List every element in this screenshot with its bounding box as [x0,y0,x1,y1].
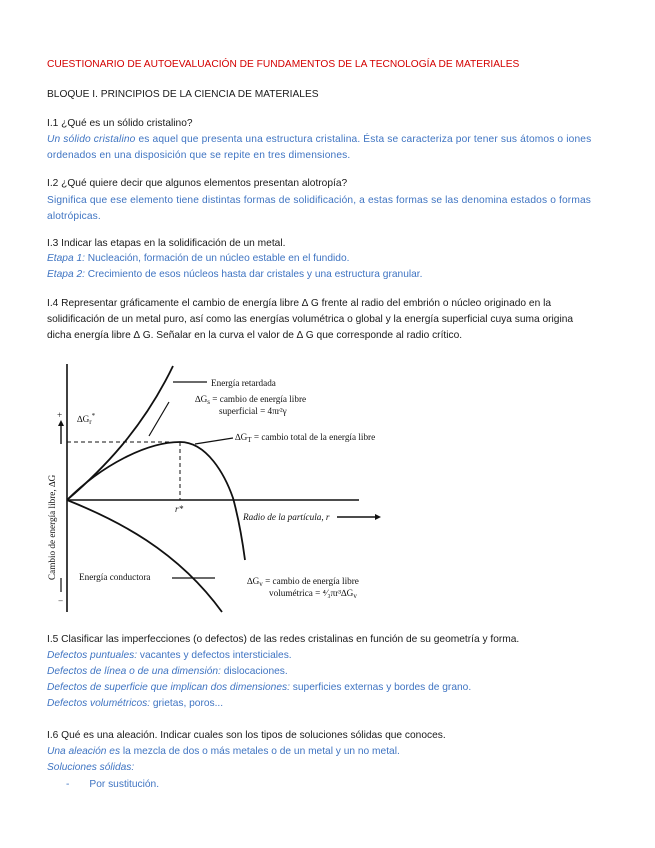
label-driving-energy: Energía conductora [79,572,151,582]
question-4-line-2: solidificación de un metal puro, así como las energías volumétrica o global y la energía superficial cuya suma origina [47,314,574,325]
question-1: I.1 ¿Qué es un sólido cristalino? [47,118,193,129]
minus-sign: − [58,596,64,606]
y-arrowhead [58,420,64,426]
block-title: BLOQUE I. PRINCIPIOS DE LA CIENCIA DE MATERIALES [47,89,319,100]
answer-2-line-1: Significa que ese elemento tiene distintas formas de solidificación, a estas formas se las denomina estados o formas [47,195,592,206]
label-total-sub: T [247,436,252,444]
defect-label: Defectos de superficie que implican dos dimensiones: [47,682,290,693]
free-energy-diagram [47,360,403,616]
y-axis-label: Cambio de energía libre, ∆G [47,474,57,580]
label-volume-energy [247,576,359,588]
question-3: I.3 Indicar las etapas en la solidificación de un metal. [47,238,286,249]
label-surface-text: = cambio de energía libre [210,394,307,404]
peak-label [77,412,96,426]
label-volume-sub: v [259,580,263,588]
defect-item [47,665,288,679]
defect-text: dislocaciones. [220,666,288,677]
free-energy-svg [47,360,403,616]
label-volume-text: = cambio de energía libre [262,576,359,586]
answer-1-text: es aquel que presenta una estructura cristalina. Ésta se caracteriza por tener sus átomos o iones [135,134,592,145]
answer-6-text: la mezcla de dos o más metales o de un metal y un no metal. [120,746,400,757]
label-total-text: = cambio total de la energía libre [251,432,376,442]
answer-6 [47,745,400,759]
leader-surface [149,402,169,436]
question-6: I.6 Qué es una aleación. Indicar cuales son los tipos de soluciones sólidas que conoces. [47,730,446,741]
question-5: I.5 Clasificar las imperfecciones (o defectos) de las redes cristalinas en función de su geometría y forma. [47,634,520,645]
defect-item [47,697,223,711]
solid-solutions-label: Soluciones sólidas: [47,762,135,773]
label-volume-formula [269,588,357,600]
label-volume-delta: ∆G [247,576,260,586]
stage-1-text: Nucleación, formación de un núcleo estable en el fundido. [84,253,350,264]
answer-1-line-1 [47,133,591,147]
label-volume-formula-sub: v [353,592,357,600]
label-total-delta: ∆G [235,432,248,442]
question-4-line-3: dicha energía libre ∆ G. Señalar en la curva el valor de ∆ G que corresponde al radio crítico. [47,330,463,341]
label-surface-energy [195,394,306,406]
document-title: CUESTIONARIO DE AUTOEVALUACIÓN DE FUNDAMENTOS DE LA TECNOLOGÍA DE MATERIALES [47,59,520,70]
defect-label: Defectos volumétricos: [47,698,151,709]
label-surface-delta: ∆G [195,394,208,404]
x-axis-label: Radio de la partícula, r [243,512,330,522]
answer-1-term: Un sólido cristalino [47,134,136,145]
defect-label: Defectos puntuales: [47,650,138,661]
volume-energy-curve [67,500,222,612]
label-surface-formula: superficial = 4πr²γ [219,406,287,416]
defect-item [47,681,471,695]
stage-1-label: Etapa 1: [47,253,85,264]
total-energy-curve [67,442,245,560]
stage-1 [47,252,349,266]
label-volume-formula-text: volumétrica = ⁴⁄₃πr³∆G [269,588,354,598]
label-retarding-energy: Energía retardada [211,378,276,388]
x-axis-arrowhead [375,514,381,520]
defect-label: Defectos de línea o de una dimensión: [47,666,221,677]
defect-text: grietas, poros... [150,698,224,709]
question-4-line-1: I.4 Representar gráficamente el cambio de energía libre ∆ G frente al radio del embrión o núcleo originado en la [47,298,552,309]
answer-6-term: Una aleación es [47,746,121,757]
question-2: I.2 ¿Qué quiere decir que algunos elementos presentan alotropía? [47,178,348,189]
stage-2-text: Crecimiento de esos núcleos hasta dar cristales y una estructura granular. [84,269,423,280]
list-item-text: Por sustitución. [89,779,160,790]
peak-label-sub: r [89,418,92,426]
bullet-dash: - [66,779,70,790]
peak-label-delta: ∆G [77,414,90,424]
answer-1-line-2: ordenados en una disposición que se repite en tres dimensiones. [47,150,351,161]
stage-2-label: Etapa 2: [47,269,85,280]
list-item [66,778,159,792]
defect-item [47,649,292,663]
stage-2 [47,268,422,282]
leader-total [195,438,233,444]
peak-label-sup: * [91,412,96,420]
critical-radius-label: r* [175,504,184,514]
label-total-energy [235,432,375,444]
plus-sign: + [57,410,63,420]
surface-energy-curve [67,366,173,500]
label-surface-sub: s [207,398,210,406]
defect-text: vacantes y defectos intersticiales. [137,650,292,661]
answer-2-line-2: alotrópicas. [47,211,101,222]
defect-text: superficies externas y bordes de grano. [289,682,472,693]
